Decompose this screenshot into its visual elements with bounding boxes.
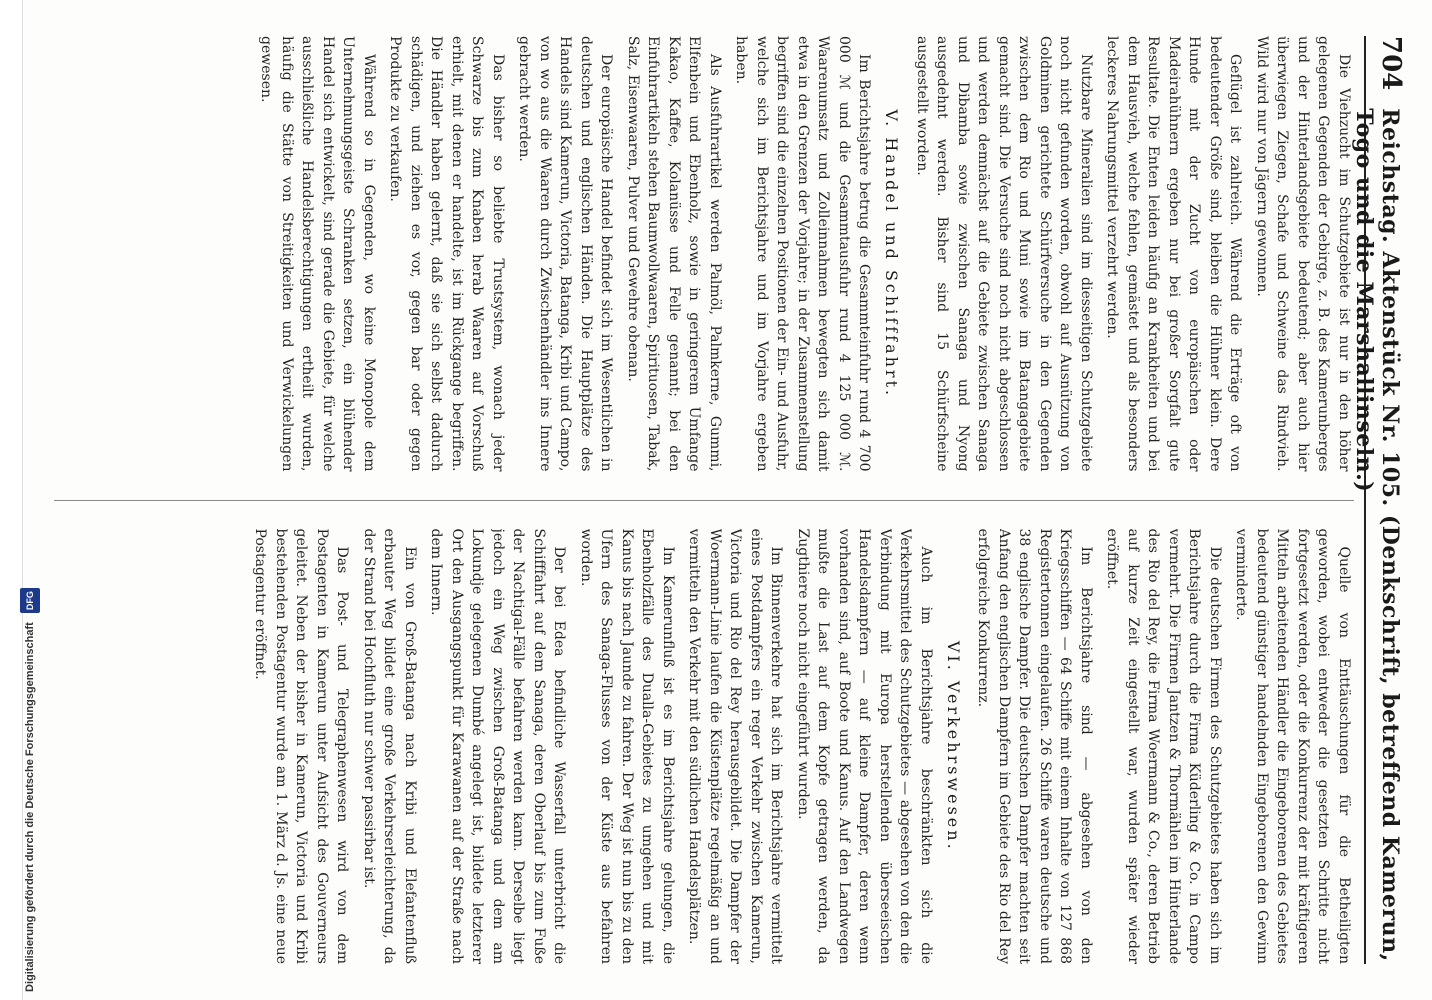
column-right	[54, 529, 1354, 965]
column-divider	[54, 500, 1354, 501]
credit-text: Digitalisierung gefördert durch die Deutsche Forschungsgemeinschaft	[24, 622, 36, 992]
text-columns	[54, 36, 1354, 964]
paragraph: Im Kamerunfluß ist es im Berichtsjahre gelungen, die Ebenholzfälle des Dualla-Gebietes zu umgehen und mit Kanus bis nach Jaunde zu fahren. Der Weg ist nun bis zu den Ufern des Sanaga-Flusses von der Küste aus befahren worden.	[578, 528, 676, 964]
dfg-credit	[20, 0, 40, 1000]
section-heading: V. Handel und Schifffahrt.	[882, 109, 902, 399]
paragraph: Das Post- und Telegraphenwesen wird von dem Postagenten in Kamerun unter Aufsicht des Gouverneurs geleitet. Neben der bisher in Kamerun, Victoria und Kribi bestehenden Postagentur wurde am 1. März d. Js. eine neue Postagentur eröffnet.	[252, 528, 351, 964]
column-left	[54, 36, 1354, 472]
page-number: 704	[1376, 36, 1406, 91]
paragraph: Im Berichtsjahre betrug die Gesammteinfuhr rund 4 700 000 ℳ und die Gesammtausfuhr rund 4 125 000 ℳ. Waarenumsatz und Zolleinnahmen bewegten sich damit etwa in den Grenzen der Vorjahre; in der Zusammenstellung begriffen sind die einzelnen Positionen der Ein- und Ausfuhr, welche sich im Berichtsjahre und im Vorjahre ergeben haben.	[733, 36, 873, 472]
paragraph: Im Binnenverkehre hat sich im Berichtsjahre vermittelt eines Postdampfers ein reger Verkehr zwischen Kamerun, Victoria und Rio del Rey herausgebildet. Die Dampfer der Woermann-Linie laufen die Küstenplätze regelmäßig an und vermitteln den Verkehr mit den südlichen Handelsplätzen.	[686, 528, 785, 964]
page-header	[1351, 36, 1406, 964]
paragraph: Als Ausfuhrartikel werden Palmöl, Palmkerne, Gummi, Elfenbein und Ebenholz, sowie in geringerem Umfange Kakao, Kaffee, Kolanüsse und Felle genannt; bei den Einfuhrartikeln stehen Baumwollwaaren, Spirituosen, Tabak, Salz, Eisenwaaren, Pulver und Gewehre obenan.	[625, 36, 723, 472]
paragraph: Der europäische Handel befindet sich im Wesentlichen in deutschen und englischen Händen. Die Hauptplätze des Handels sind Kamerun, Victoria, Batanga, Kribi und Campo, von wo aus die Waaren durch Zwischenhändler ins Innere gebracht werden.	[516, 36, 615, 472]
paragraph: Die deutschen Firmen des Schutzgebietes haben sich im Berichtsjahre durch die Firma Küderling & Co. in Campo vermehrt. Die Firmen Jantzen & Thormählen im Hinterlande des Rio del Rey, die Firma Woermann & Co., deren Betrieb auf kurze Zeit eingestellt war, wurden später wieder eröffnet.	[1104, 528, 1223, 964]
section-heading: VI. Verkehrswesen.	[944, 640, 963, 852]
dfg-logo-icon: DFG	[20, 588, 40, 613]
paragraph: Quelle von Enttäuschungen für die Betheiligten geworden, wobei entweder die gesetzten Schritte nicht fortgesetzt werden, oder die Konkurrenz der mit kräftigeren Mitteln arbeitenden Händler die Eingeborenen des Gebietes bedeutend günstiger handelnden Eingeborenen den Gewinn verminderte.	[1233, 528, 1352, 964]
footer-strip	[0, 0, 36, 1000]
paragraph: Geflügel ist zahlreich. Während die Erträge oft von bedeutender Größe sind, bleiben die Hühner klein. Dere Hunde mit der Zucht von europäischen oder Madeirahühnern ergeben nur bei großer Sorgfalt gute Resultate. Die Enten leiden häufig an Krankheiten und bei dem Hausvieh, welche fehlen, gemästet und als besonders leckeres Nahrungsmittel verzehrt werden.	[1104, 36, 1244, 472]
paragraph: Das bisher so beliebte Trustsystem, wonach jeder Schwarze bis zum Knaben herab Waaren auf Vorschuß erhielt, mit denen er handelte, ist im Rückgange begriffen. Die Händler haben gelernt, daß sie sich selbst dadurch schädigen, und ziehen es vor, gegen bar oder gegen Produkte zu verkaufen.	[387, 36, 506, 472]
paragraph: Ein von Groß-Batanga nach Kribi und Elefantenfluß erbauter Weg bildet eine große Verkehrserleichterung, da der Strand bei Hochfluth nur schwer passirbar ist.	[361, 528, 418, 964]
paragraph: Auch im Berichtsjahre beschränkten sich die Verkehrsmittel des Schutzgebietes — abgesehen von den die Verbindung mit Europa herstellenden überseeischen Handelsdampfern — auf kleine Dampfer, deren wenn vorhanden sind, auf Boote und Kanus. Auf den Landwegen mußte die Last auf dem Kopfe getragen werden, da Zugthiere noch nicht eingeführt wurden.	[795, 528, 934, 964]
running-head: Reichstag. Aktenstück Nr. 105. (Denkschrift, betreffend Kamerun, Togo und die Marshallinseln.)	[1351, 108, 1403, 962]
paragraph: Im Berichtsjahre sind — abgesehen von den Kriegsschiffen — 64 Schiffe mit einem Inhalte von 127 868 Registertonnen eingelaufen. 26 Schiffe waren deutsche und 38 englische Dampfer. Die deutschen Dampfer machten seit Anfang den englischen Dampfern im Gebiete des Rio del Rey erfolgreiche Konkurrenz.	[975, 528, 1094, 964]
paragraph: Nutzbare Mineralien sind im diesseitigen Schutzgebiete noch nicht gefunden worden, obwohl auf Ausnützung von Goldminen gerichtete Schürfversuche in den Gegenden zwischen dem Rio und Muni sowie im Batangagebiete gemacht sind. Die Versuche sind noch nicht abgeschlossen und werden demnächst auf die Gebiete zwischen Sanaga und Dibamba sowie zwischen Sanaga und Nyong ausgedehnt werden. Bisher sind 15 Schürfscheine ausgestellt worden.	[914, 36, 1094, 472]
paragraph: Der bei Edea befindliche Wasserfall unterbricht die Schifffahrt auf dem Sanaga, deren Oberlauf bis zum Fuße der Nachtigal-Fälle befahren werden kann. Derselbe liegt jedoch ein Weg zwischen Groß-Batanga und dem am Lokundje gelegenen Dumbé angelegt ist, bildete letzterer Ort den Ausgangspunkt für Karawanen auf der Straße nach dem Innern.	[428, 528, 568, 964]
paragraph: Während so in Gegenden, wo keine Monopole dem Unternehmungsgeiste Schranken setzen, ein blühender Handel sich entwickelt, sind gerade die Gebiete, für welche ausschließliche Handelsberechtigungen ertheilt wurden, häufig die Stätte von Streitigkeiten und Verwickelungen gewesen.	[258, 36, 377, 472]
paragraph: Die Viehzucht im Schutzgebiete ist nur in den höher gelegenen Gegenden der Gebirge, z. B. des Kamerunberges und der Hinterlandsgebiete bedeutend; aber auch hier überwiegen Ziegen, Schafe und Schweine das Rindvieh. Wild wird nur von Jägern gewonnen.	[1254, 36, 1352, 472]
